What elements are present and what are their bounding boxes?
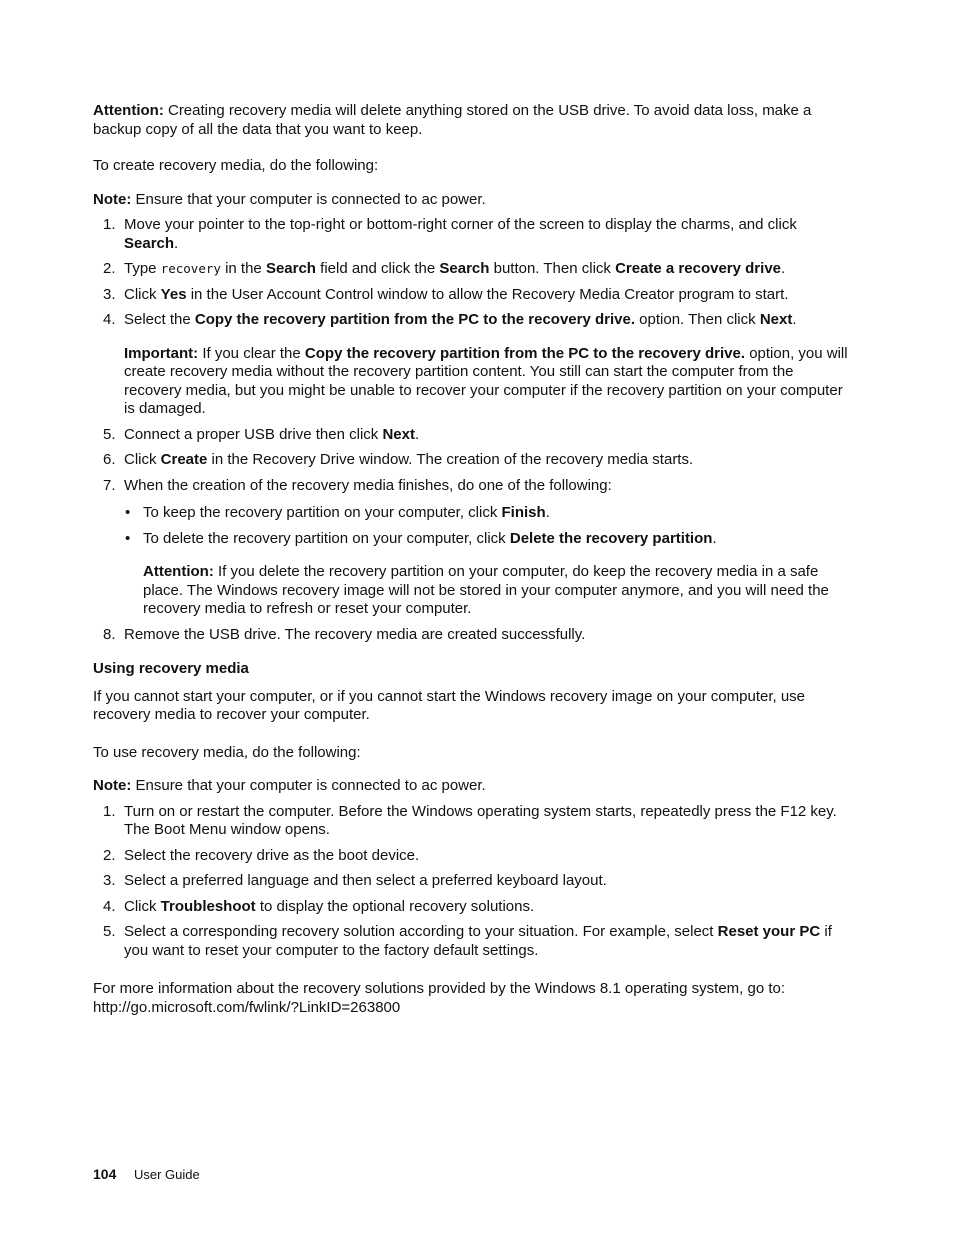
list-item: 1. Move your pointer to the top-right or bottom-right corner of the screen to display the charms, and click Search. — [103, 216, 797, 252]
bullet-item: • To delete the recovery partition on your computer, click Delete the recovery partition. — [125, 529, 717, 547]
list-item: 2. Type recovery in the Search field and click the Search button. Then click Create a recovery drive. — [103, 260, 786, 277]
list-item: 3. Click Yes in the User Account Control window to allow the Recovery Media Creator program to start. — [103, 285, 789, 303]
using-intro: If you cannot start your computer, or if you cannot start the Windows recovery image on your computer, use recovery media to recover your computer. — [93, 687, 806, 723]
important-note: Important: If you clear the Copy the recovery partition from the PC to the recovery drive. option, you will create recovery media without the recovery partition content. You still can start the computer from the recovery media, but you might be unable to recover your computer if the recovery partition on your computer is damaged. — [124, 344, 848, 417]
attention-label: Attention: — [93, 102, 164, 119]
note-label: Note: — [93, 777, 132, 794]
page-number: 104 — [93, 1166, 117, 1182]
list-item: 5. Connect a proper USB drive then click Next. — [103, 425, 420, 443]
use-steps-list — [93, 803, 853, 961]
create-steps-list — [93, 216, 853, 495]
list-item: 4. Select the Copy the recovery partition from the PC to the recovery drive. option. Then click Next. Important: If you clear the Copy the recovery partition from the PC to the recovery drive. option, you will create recovery media without the recovery partition content. You still can start the computer from the recovery media, but you might be unable to recover your computer if the recovery partition on your computer is damaged. — [93, 311, 853, 419]
create-intro: To create recovery media, do the following: — [93, 157, 379, 174]
important-label: Important: — [124, 344, 199, 362]
recovery-link[interactable]: http://go.microsoft.com/fwlink/?LinkID=263800 — [93, 998, 401, 1016]
attention-note: Attention: If you delete the recovery partition on your computer, do keep the recovery media in a safe place. The Windows recovery image will not be stored in your computer anymore, and you will need the recovery media to refresh or reset your computer. — [143, 563, 829, 617]
list-item: 1. Turn on or restart the computer. Before the Windows operating system starts, repeatedly press the F12 key. The Boot Menu window opens. — [103, 802, 837, 838]
more-info-paragraph: For more information about the recovery solutions provided by the Windows 8.1 operating system, go to: http://go.microsoft.com/fwlink/?LinkID=263800 — [93, 980, 786, 1016]
note-label: Note: — [93, 190, 132, 208]
list-item: 7. When the creation of the recovery media finishes, do one of the following: — [103, 476, 612, 494]
use-intro: To use recovery media, do the following: — [93, 743, 361, 761]
section-heading: Using recovery media — [93, 660, 249, 677]
list-item: 5. Select a corresponding recovery solution according to your situation. For example, select Reset your PC if you want to reset your computer to the factory default settings. — [103, 923, 832, 959]
code-text: recovery — [160, 261, 221, 276]
list-item: 3. Select a preferred language and then select a preferred keyboard layout. — [103, 872, 607, 889]
note-paragraph: Note: Ensure that your computer is connected to ac power. — [93, 190, 486, 208]
list-item: 8. Remove the USB drive. The recovery media are created successfully. — [103, 625, 586, 643]
create-steps-list-continued — [93, 626, 853, 645]
list-item: 6. Click Create in the Recovery Drive window. The creation of the recovery media starts. — [103, 451, 694, 468]
page-content — [93, 102, 853, 1017]
page-footer — [93, 1165, 200, 1185]
list-item: 4. Click Troubleshoot to display the optional recovery solutions. — [103, 897, 535, 915]
note-paragraph: Note: Ensure that your computer is connected to ac power. — [93, 777, 486, 794]
attention-paragraph: Attention: Creating recovery media will delete anything stored on the USB drive. To avoid data loss, make a backup copy of all the data that you want to keep. — [93, 102, 812, 138]
footer-title: User Guide — [133, 1167, 200, 1182]
bullet-item: • To keep the recovery partition on your computer, click Finish. — [125, 504, 550, 521]
list-item: 2. Select the recovery drive as the boot device. — [103, 846, 420, 864]
attention-label: Attention: — [143, 563, 214, 580]
